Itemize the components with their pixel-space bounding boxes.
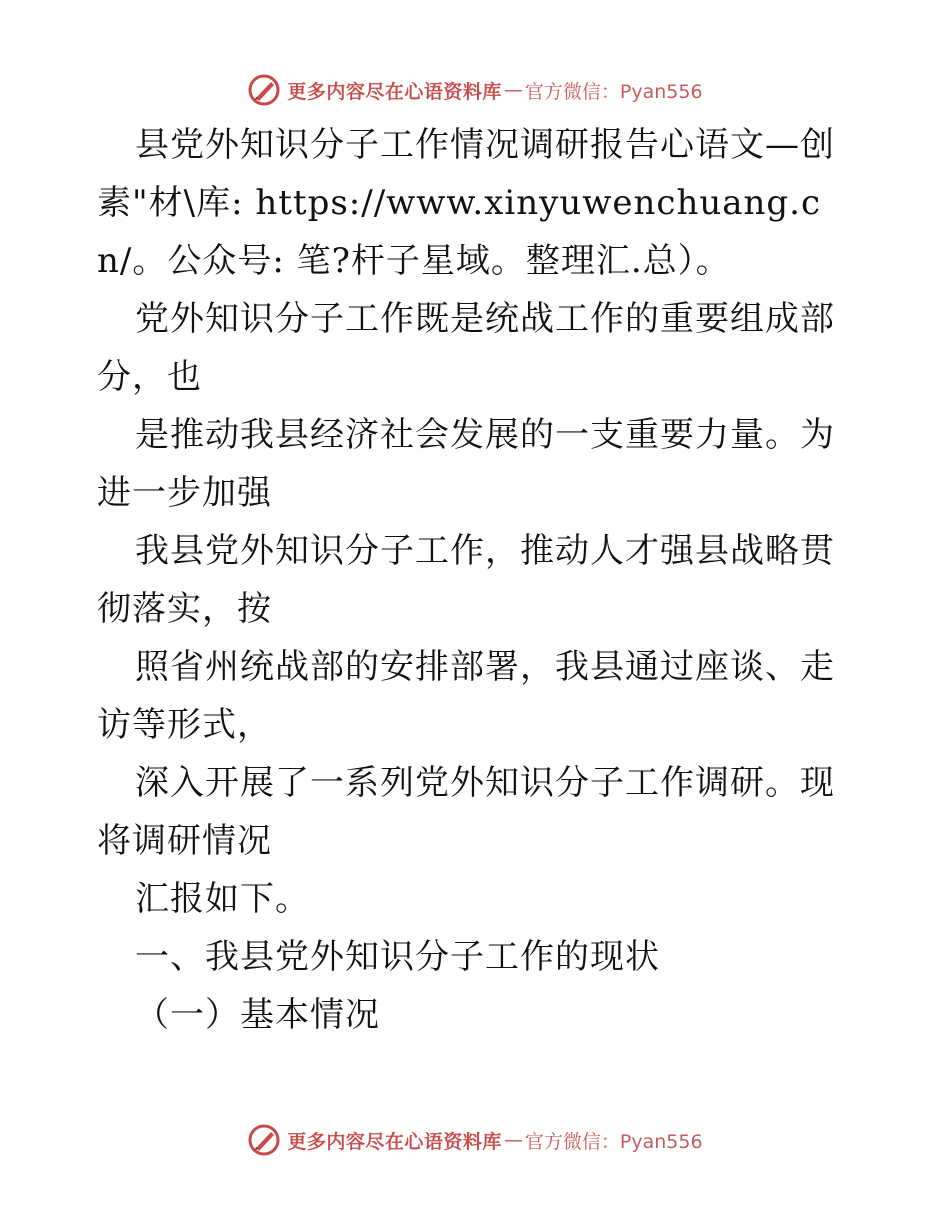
pen-circle-logo-icon [247,1123,281,1157]
watermark-left-text: 更多内容尽在心语资料库 [287,1130,502,1153]
watermark-dash: — [503,1129,523,1151]
footer-watermark [0,1120,950,1160]
paragraph-4: 照省州统战部的安排部署，我县通过座谈、走访等形式， [97,647,835,745]
subsection-heading: （一）基本情况 [135,995,380,1035]
watermark-left-text: 更多内容尽在心语资料库 [287,80,502,103]
pen-circle-logo-icon [247,73,281,107]
watermark-right-text: 官方微信：Pyan556 [524,1130,703,1153]
paragraph-2: 是推动我县经济社会发展的一支重要力量。为进一步加强 [97,415,835,513]
paragraph-6: 汇报如下。 [135,879,310,919]
watermark-dash: — [503,79,523,101]
watermark-right-text: 官方微信：Pyan556 [524,80,703,103]
paragraph-title: 县党外知识分子工作情况调研报告心语文—创素"材\库: https://www.xinyuwenchuang.cn/。公众号: 笔?杆子星域。整理汇.总）。 [97,125,835,281]
document-body [97,116,853,1044]
paragraph-3: 我县党外知识分子工作，推动人才强县战略贯彻落实，按 [97,531,835,629]
paragraph-1: 党外知识分子工作既是统战工作的重要组成部分，也 [97,299,835,397]
paragraph-5: 深入开展了一系列党外知识分子工作调研。现将调研情况 [97,763,835,861]
section-heading: 一、我县党外知识分子工作的现状 [135,937,660,977]
header-watermark [0,70,950,110]
